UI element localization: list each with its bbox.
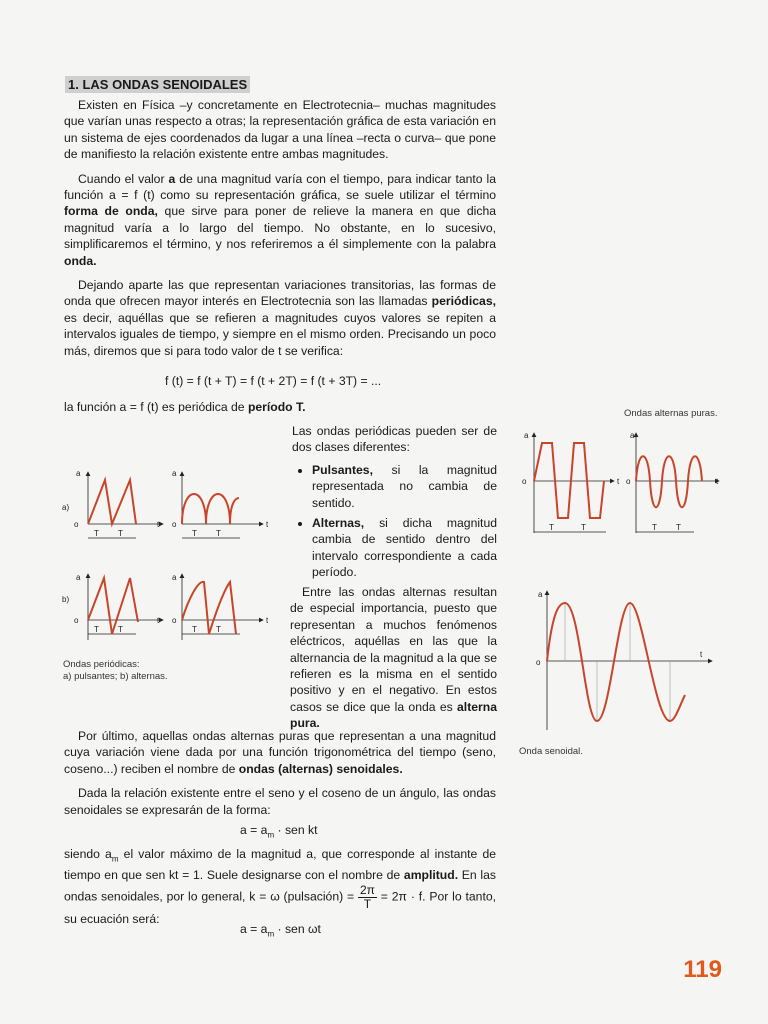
period-label: T	[216, 625, 221, 634]
paragraph-4: la función a = f (t) es periódica de período T.	[64, 400, 306, 414]
period-label: T	[118, 625, 123, 634]
origin-label: o	[626, 477, 631, 486]
period-label: T	[192, 625, 197, 634]
periodic-caption: Ondas periódicas: a) pulsantes; b) alternas.	[63, 659, 168, 682]
period-label: T	[216, 529, 221, 538]
axis-label-t: t	[617, 477, 620, 486]
paragraph-3: Dejando aparte las que representan variaciones transitorias, las formas de onda que ofrecen mayor interés en Electrotecnia son las llamadas periódicas, es decir, aquéllas que se refieren a magnitudes cuyos valores se repiten a intervalos iguales de tiempo, y siempre en el mismo orden. Precisando un poco más, diremos que si para todo valor de t se verifica:	[64, 278, 496, 358]
pure-alternating-waves-figure	[514, 428, 724, 548]
origin-label: o	[172, 520, 177, 529]
axis-label-a: a	[172, 469, 177, 478]
axis-label-a: a	[524, 431, 529, 440]
axis-label-t: t	[700, 650, 703, 659]
list-item-alternas: • Alternas, si dicha magnitud cambia de sentido dentro del intervalo correspondiente a cada período.	[312, 515, 497, 581]
sine-formula: $a = a_m$ · sen kt	[240, 823, 318, 840]
axis-label-t: t	[266, 616, 269, 625]
paragraph-5: Por último, aquellas ondas alternas puras que representan a una magnitud cuya variación viene dada por una función trigonométrica del tiempo (seno, coseno...) reciben el nombre de ondas (alternas) senoidales.	[64, 729, 496, 776]
row-label-b: b)	[62, 595, 70, 604]
periodicity-formula: f (t) = f (t + T) = f (t + 2T) = f (t + 3T) = ...	[165, 374, 382, 388]
sine-omega-formula: $a = a_m$ · sen ωt	[240, 922, 321, 939]
axis-label-a: a	[630, 431, 635, 440]
origin-label: o	[536, 658, 541, 667]
origin-label: o	[74, 520, 79, 529]
side-intro: Las ondas periódicas pueden ser de dos clases diferentes:	[292, 424, 497, 455]
period-label: T	[94, 529, 99, 538]
paragraph-2: Cuando el valor a de una magnitud varía con el tiempo, para indicar tanto la función a = f (t) como su representación gráfica, se suele utilizar el término forma de onda, que sirve para poner de relieve la manera en que dicha magnitud varía a lo largo del tiempo. No obstante, en lo sucesivo, simplificaremos el término, y nos referiremos a él simplemente con la palabra onda.	[64, 171, 496, 268]
axis-label-a: a	[172, 573, 177, 582]
period-label: T	[652, 523, 657, 532]
page-number: 119	[683, 956, 722, 983]
axis-label-a: a	[538, 590, 543, 599]
axis-label-t: t	[157, 616, 160, 625]
period-label: T	[676, 523, 681, 532]
list-item-pulsantes: • Pulsantes, si la magnitud representada no cambia de sentido.	[312, 462, 497, 511]
period-label: T	[581, 523, 586, 532]
wave-types-list	[292, 462, 497, 581]
axis-label-t: t	[266, 520, 269, 529]
period-label: T	[192, 529, 197, 538]
paragraph-1: Existen en Física –y concretamente en Electrotecnia– muchas magnitudes que varían unas respecto a otras; la representación gráfica de esta variación en un sistema de ejes coordenados da lugar a una línea –recta o curva– que pone de manifiesto la relación existente entre ambas magnitudes.	[64, 98, 496, 162]
axis-label-t: t	[157, 520, 160, 529]
period-label: T	[94, 625, 99, 634]
row-label-a: a)	[62, 503, 70, 512]
pure-wave-text: Entre las ondas alternas resultan de especial importancia, puesto que representan a muchos fenómenos eléctricos, aquéllas en las que la alternancia de la magnitud a la que se refieren es la misma en el sentido positivo y en el negativo. En estos casos se dice que la onda es alterna pura.	[290, 585, 497, 731]
lower-text	[64, 728, 496, 826]
period-label: T	[549, 523, 554, 532]
period-label: T	[118, 529, 123, 538]
axis-label-a: a	[76, 469, 81, 478]
periodic-waves-figure	[60, 462, 280, 657]
sine-wave-figure	[530, 585, 720, 735]
wave-types-text	[292, 423, 497, 587]
paragraph-6: Dada la relación existente entre el seno y el coseno de un ángulo, las ondas senoidales se expresarán de la forma:	[64, 786, 496, 817]
paragraph-7: siendo $a_m$ el valor máximo de la magnitud a, que corresponde al instante de tiempo en que sen kt = 1. Suele designarse con el nombre de amplitud. En las ondas senoidales, por lo general, k = ω (pulsación) = $\frac{2\pi}{T}$ = 2π · f. Por lo tanto, su ecuación será:	[64, 847, 497, 927]
intro-text	[64, 97, 496, 367]
pure-caption: Ondas alternas puras.	[624, 408, 718, 419]
fraction: $\frac{2\pi}{T}$	[360, 883, 375, 912]
section-title: 1. LAS ONDAS SENOIDALES	[65, 76, 250, 93]
sine-caption: Onda senoidal.	[519, 746, 583, 757]
axis-label-a: a	[76, 573, 81, 582]
origin-label: o	[74, 616, 79, 625]
axis-label-t: t	[716, 477, 719, 486]
origin-label: o	[522, 477, 527, 486]
origin-label: o	[172, 616, 177, 625]
